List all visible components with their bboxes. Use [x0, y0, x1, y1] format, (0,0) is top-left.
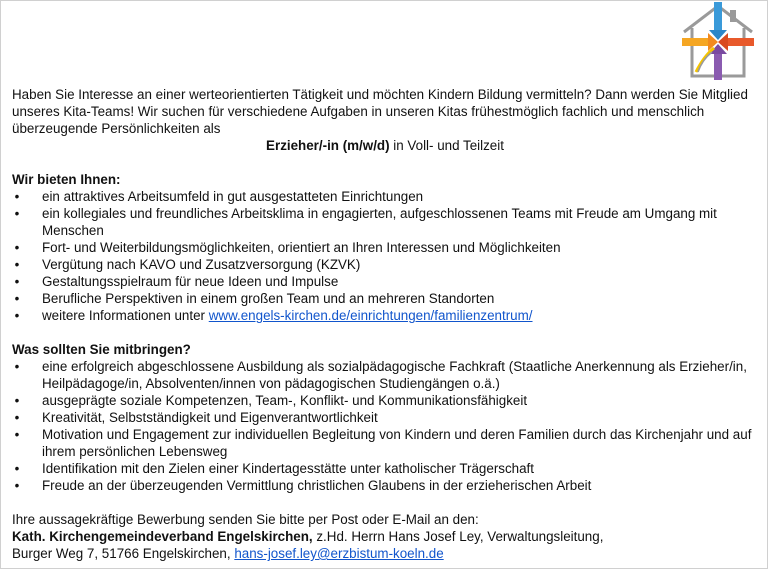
position-title: Erzieher/-in (m/w/d) — [266, 138, 390, 153]
bullet-icon: • — [14, 189, 20, 204]
info-link[interactable]: www.engels-kirchen.de/einrichtungen/familienzentrum/ — [208, 308, 533, 323]
list-item: • Vergütung nach KAVO und Zusatzversorgung (KZVK) — [12, 256, 758, 273]
list-item: • ausgeprägte soziale Kompetenzen, Team-, Konflikt- und Kommunikationsfähigkeit — [12, 392, 758, 409]
bullet-icon: • — [14, 427, 20, 442]
list-item: • Gestaltungsspielraum für neue Ideen und Impulse — [12, 273, 758, 290]
contact-person: z.Hd. Herrn Hans Josef Ley, Verwaltungsleitung, — [312, 529, 604, 544]
application-address — [12, 545, 758, 562]
list-item: • Berufliche Perspektiven in einem großen Team und an mehreren Standorten — [12, 290, 758, 307]
position-suffix: in Voll- und Teilzeit — [389, 138, 504, 153]
bullet-icon: • — [14, 274, 20, 289]
list-item: • Motivation und Engagement zur individuellen Begleitung von Kindern und deren Familien durch das Kirchenjahr und auf ihrem persönlichen Lebensweg — [12, 426, 758, 460]
bullet-icon: • — [14, 257, 20, 272]
list-item: • Identifikation mit den Zielen einer Kindertagesstätte unter katholischer Trägerschaft — [12, 460, 758, 477]
house-arrows-logo-icon — [678, 2, 758, 80]
requirements-list — [12, 358, 758, 494]
organization-name: Kath. Kirchengemeindeverband Engelskirchen, — [12, 529, 313, 544]
bullet-icon: • — [14, 240, 20, 255]
list-item: • Fort- und Weiterbildungsmöglichkeiten, orientiert an Ihren Interessen und Möglichkeiten — [12, 239, 758, 256]
bullet-icon: • — [14, 410, 20, 425]
list-item: • weitere Informationen unter www.engels-kirchen.de/einrichtungen/familienzentrum/ — [12, 307, 758, 324]
postal-address: Burger Weg 7, 51766 Engelskirchen, — [12, 546, 235, 561]
bullet-icon: • — [14, 478, 20, 493]
application-intro: Ihre aussagekräftige Bewerbung senden Sie bitte per Post oder E-Mail an den: — [12, 512, 479, 527]
list-item: • eine erfolgreich abgeschlossene Ausbildung als sozialpädagogische Fachkraft (Staatliche Anerkennung als Erzieher/in, Heilpädagoge/in, Absolventen/innen von pädagogischen Studiengängen o.ä.) — [12, 358, 758, 392]
offer-list — [12, 188, 758, 324]
application-contact — [12, 528, 758, 545]
list-item: • Freude an der überzeugenden Vermittlung christlichen Glaubens in der erzieherischen Arbeit — [12, 477, 758, 494]
bullet-icon: • — [14, 461, 20, 476]
requirements-heading: Was sollten Sie mitbringen? — [12, 342, 191, 357]
bullet-icon: • — [14, 206, 20, 221]
bullet-icon: • — [14, 393, 20, 408]
intro-text: Haben Sie Interesse an einer werteorientierten Tätigkeit und möchten Kindern Bildung vermitteln? Dann werden Sie Mitglied unseres Kita-Teams! Wir suchen für verschiedene Aufgaben in unseren Kitas frühestmöglich fachlich und menschlich überzeugende Persönlichkeiten als — [12, 87, 748, 136]
position-line — [12, 137, 758, 154]
list-item: • ein attraktives Arbeitsumfeld in gut ausgestatteten Einrichtungen — [12, 188, 758, 205]
bullet-icon: • — [14, 359, 20, 374]
list-item: • Kreativität, Selbstständigkeit und Eigenverantwortlichkeit — [12, 409, 758, 426]
bullet-icon: • — [14, 308, 20, 323]
job-posting — [12, 86, 758, 562]
bullet-icon: • — [14, 291, 20, 306]
email-link[interactable]: hans-josef.ley@erzbistum-koeln.de — [234, 546, 444, 561]
offer-heading: Wir bieten Ihnen: — [12, 172, 121, 187]
list-item: • ein kollegiales und freundliches Arbeitsklima in engagierten, aufgeschlossenen Teams mit Freude am Umgang mit Menschen — [12, 205, 758, 239]
